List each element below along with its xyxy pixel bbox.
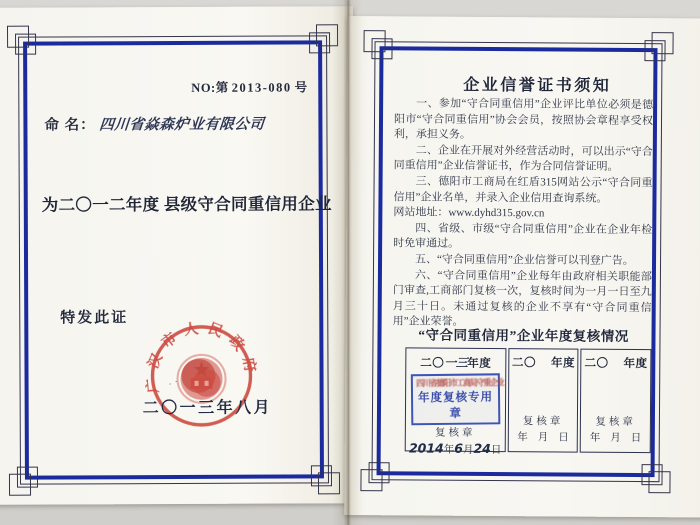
- unit-month: 月: [610, 432, 621, 444]
- review-stamp-line2: 年度复核专用章: [417, 391, 494, 420]
- scan-speck: ·˙: [168, 378, 181, 390]
- serial-suffix: 号: [294, 80, 308, 95]
- unit-day: 日: [558, 432, 569, 444]
- review-year-header: [512, 354, 575, 370]
- notice-paragraph: 三、德阳市工商局在红盾315网站公示“守合同重信用”企业名单，并录入企业信用查询系统。: [393, 175, 653, 205]
- review-column-blank-1: [508, 348, 579, 452]
- seal-text: 广汉市人民政府: [144, 320, 260, 394]
- unit-year: 年: [589, 432, 601, 444]
- notice-paragraph: 五、“守合同重信用”企业信誉可以刊登广告。: [415, 253, 634, 267]
- frame-corner-ornament: [651, 32, 673, 54]
- frame-corner-ornament: [363, 30, 385, 52]
- year-suffix: 年度: [550, 357, 576, 370]
- serial-label: NO:第: [191, 80, 229, 95]
- government-red-seal: [138, 315, 265, 442]
- frame-corner-ornament: [9, 474, 31, 496]
- notice-paragraph: 二、企业在开展对外经营活动时，可以出示“守合同重信用”企业信誉证书，作为合同信誉证明。: [393, 144, 653, 174]
- review-date-day: 24: [473, 440, 491, 457]
- notice-paragraph: 六、“守合同重信用”企业每年由政府相关职能部门审查,工商部门复核一次，复核时间为一月一日至九月三十日。未通过复核的企业不享有“守合同重信用”企业荣誉。: [392, 269, 652, 329]
- year-prefix: 二〇: [511, 357, 537, 370]
- award-title-line: 为二〇一二年度 县级守合同重信用企业: [41, 194, 332, 215]
- unit-day: 日: [490, 445, 502, 457]
- unit-year: 年: [443, 444, 455, 456]
- certificate-right-page: [344, 16, 700, 518]
- frame-corner-ornament: [360, 469, 382, 491]
- review-section-title: “守合同重信用”企业年度复核情况: [418, 327, 629, 344]
- review-column-2013: [405, 347, 507, 457]
- review-stamp: [411, 373, 504, 425]
- issue-date: 二〇一三年八月: [142, 399, 273, 418]
- review-year-header: [584, 355, 647, 371]
- review-year-header: [420, 354, 491, 371]
- website-line: 网站地址：www.dyhd315.gov.cn: [393, 206, 545, 220]
- year-suffix: 年度: [623, 357, 648, 371]
- notice-paragraph: 四、省级、市级“守合同重信用”企业在企业年检时免审通过。: [393, 222, 653, 251]
- review-date-row: [585, 430, 647, 445]
- review-date-row: [409, 440, 502, 457]
- review-date-month: 6: [454, 440, 464, 456]
- year-prefix: 二〇: [420, 357, 445, 370]
- frame-corner-ornament: [7, 26, 29, 48]
- certificate-serial-line: [191, 77, 307, 96]
- review-stamp-line1: 四川省德阳市工商局守重企业: [416, 377, 504, 389]
- review-seal-label: 复核章: [595, 416, 636, 429]
- unit-month: 月: [537, 432, 549, 444]
- frame-corner-ornament: [316, 24, 338, 46]
- serial-number: 2013-080: [231, 80, 292, 95]
- annual-review-table: [405, 347, 652, 457]
- year-handwritten: 一三: [444, 355, 468, 370]
- unit-year: 年: [517, 432, 528, 444]
- year-prefix: 二〇: [584, 357, 609, 370]
- review-column-blank-2: [580, 349, 651, 453]
- year-suffix: 年度: [467, 357, 492, 371]
- review-date-year: 2014: [408, 440, 444, 456]
- notice-paragraph: 一、参加“守合同重信用”企业评比单位必须是德阳市“守合同重信用”协会会员，按照协会章程享受权利，承担义务。: [393, 97, 654, 142]
- notice-body: [393, 96, 654, 332]
- frame-corner-ornament: [648, 471, 670, 493]
- unit-day: 日: [630, 432, 642, 445]
- certificate-left-page: [0, 6, 355, 505]
- notice-title: 企业信誉证书须知: [463, 76, 612, 95]
- unit-month: 月: [462, 444, 474, 456]
- name-label: 命 名：: [44, 117, 96, 134]
- company-name-line: [44, 113, 264, 135]
- review-date-row: [512, 429, 574, 444]
- review-seal-label: 复核章: [434, 427, 476, 439]
- company-name-handwritten: 四川省焱森炉业有限公司: [98, 116, 266, 134]
- frame-corner-ornament: [318, 472, 340, 494]
- issue-statement: 特发此证: [60, 310, 129, 327]
- review-seal-label: 复核章: [522, 416, 564, 428]
